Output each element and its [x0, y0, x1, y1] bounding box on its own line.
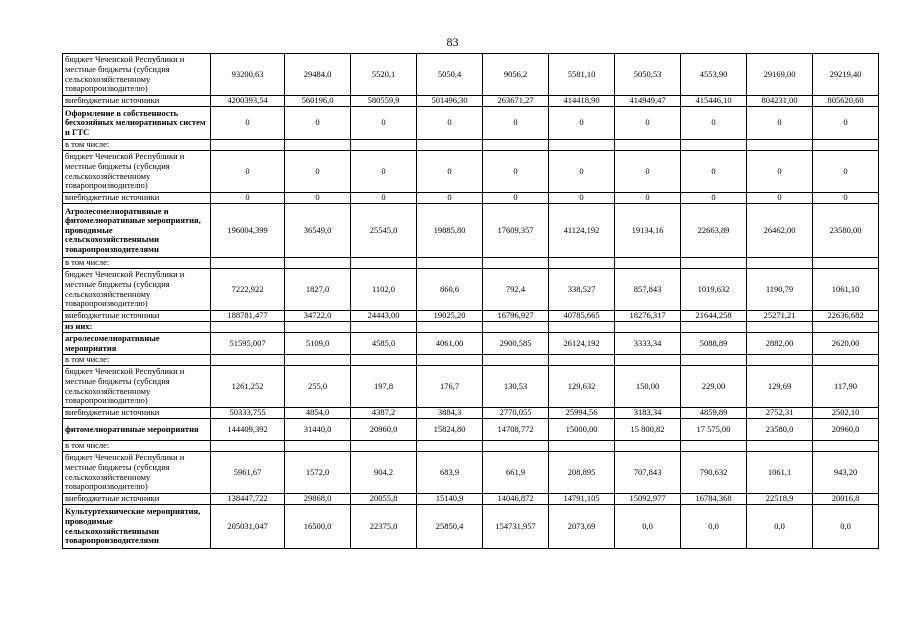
value-cell: 0	[747, 193, 813, 204]
value-cell: 0	[285, 107, 351, 140]
value-cell: 805620,60	[813, 96, 879, 107]
value-cell: 3884,3	[417, 408, 483, 419]
value-cell: 1102,0	[351, 269, 417, 311]
value-cell: 25545,0	[351, 204, 417, 258]
value-cell: 1061,10	[813, 269, 879, 311]
value-cell: 904,2	[351, 452, 417, 494]
value-cell	[211, 355, 285, 366]
value-cell	[615, 355, 681, 366]
value-cell: 860,6	[417, 269, 483, 311]
row-label: в том числе:	[63, 355, 211, 366]
row-label: Культуртехнические мероприятия, проводимые сельскохозяйственными товаропроизводителями	[63, 505, 211, 549]
value-cell: 0	[211, 151, 285, 193]
value-cell: 19885,80	[417, 204, 483, 258]
financing-table	[62, 53, 879, 549]
value-cell: 188781,477	[211, 311, 285, 322]
value-cell: 4061,00	[417, 333, 483, 355]
value-cell: 29169,00	[747, 54, 813, 96]
value-cell	[549, 322, 615, 333]
row-label: внебюджетные источники	[63, 193, 211, 204]
value-cell: 26124,192	[549, 333, 615, 355]
value-cell: 0	[483, 107, 549, 140]
row-label: в том числе:	[63, 441, 211, 452]
value-cell: 4387,2	[351, 408, 417, 419]
value-cell: 2073,69	[549, 505, 615, 549]
row-label: из них:	[63, 322, 211, 333]
value-cell	[483, 258, 549, 269]
value-cell: 22375,0	[351, 505, 417, 549]
value-cell: 5050,53	[615, 54, 681, 96]
value-cell: 22636,682	[813, 311, 879, 322]
value-cell: 1190,79	[747, 269, 813, 311]
value-cell: 943,20	[813, 452, 879, 494]
value-cell: 19134,16	[615, 204, 681, 258]
value-cell: 790,632	[681, 452, 747, 494]
table-row	[63, 441, 879, 452]
value-cell: 2752,31	[747, 408, 813, 419]
value-cell: 36549,0	[285, 204, 351, 258]
value-cell: 197,8	[351, 366, 417, 408]
value-cell: 14046,872	[483, 494, 549, 505]
value-cell: 0	[615, 193, 681, 204]
value-cell: 0	[351, 193, 417, 204]
value-cell: 4585,0	[351, 333, 417, 355]
value-cell	[747, 441, 813, 452]
row-label: агролесомелиоративные мероприятия	[63, 333, 211, 355]
value-cell: 208,895	[549, 452, 615, 494]
row-label: бюджет Чеченской Республики и местные бюджеты (субсидия сельскохозяйственному товаропроизводителю)	[63, 269, 211, 311]
value-cell: 0	[417, 151, 483, 193]
value-cell: 154731,957	[483, 505, 549, 549]
value-cell	[417, 355, 483, 366]
value-cell: 17 575,00	[681, 419, 747, 441]
value-cell: 0	[813, 193, 879, 204]
value-cell: 0	[549, 151, 615, 193]
table-row	[63, 258, 879, 269]
value-cell: 0	[681, 193, 747, 204]
value-cell	[483, 140, 549, 151]
value-cell: 2900,585	[483, 333, 549, 355]
value-cell: 414949,47	[615, 96, 681, 107]
value-cell: 2770,055	[483, 408, 549, 419]
value-cell: 129,632	[549, 366, 615, 408]
value-cell: 3183,34	[615, 408, 681, 419]
table-row	[63, 419, 879, 441]
value-cell	[211, 322, 285, 333]
page-number: 83	[446, 35, 459, 49]
value-cell: 34722,0	[285, 311, 351, 322]
value-cell: 415446,10	[681, 96, 747, 107]
value-cell: 255,0	[285, 366, 351, 408]
value-cell: 20960,0	[351, 419, 417, 441]
value-cell: 1827,0	[285, 269, 351, 311]
value-cell: 0	[813, 107, 879, 140]
value-cell	[615, 140, 681, 151]
value-cell: 804231,00	[747, 96, 813, 107]
value-cell: 23580,0	[747, 419, 813, 441]
value-cell: 0	[417, 107, 483, 140]
value-cell: 501496,30	[417, 96, 483, 107]
value-cell: 3333,34	[615, 333, 681, 355]
value-cell: 4200393,54	[211, 96, 285, 107]
value-cell: 129,69	[747, 366, 813, 408]
value-cell	[351, 322, 417, 333]
row-label: бюджет Чеченской Республики и местные бюджеты (субсидия сельскохозяйственному товаропроизводителю)	[63, 366, 211, 408]
value-cell: 93200,63	[211, 54, 285, 96]
value-cell	[549, 355, 615, 366]
value-cell: 14791,105	[549, 494, 615, 505]
value-cell: 792,4	[483, 269, 549, 311]
value-cell	[285, 322, 351, 333]
row-label: бюджет Чеченской Республики и местные бюджеты (субсидия сельскохозяйственному товаропроизводителю)	[63, 151, 211, 193]
value-cell: 130,53	[483, 366, 549, 408]
value-cell: 16784,368	[681, 494, 747, 505]
value-cell	[681, 355, 747, 366]
value-cell: 0	[813, 151, 879, 193]
value-cell: 117,90	[813, 366, 879, 408]
table-row	[63, 366, 879, 408]
value-cell: 2620,00	[813, 333, 879, 355]
value-cell	[813, 355, 879, 366]
value-cell	[549, 441, 615, 452]
value-cell	[417, 140, 483, 151]
value-cell	[417, 258, 483, 269]
value-cell: 580559,9	[351, 96, 417, 107]
value-cell: 0	[483, 193, 549, 204]
value-cell	[285, 258, 351, 269]
table-row	[63, 408, 879, 419]
value-cell	[813, 140, 879, 151]
row-label: внебюджетные источники	[63, 311, 211, 322]
value-cell: 0	[549, 107, 615, 140]
value-cell: 0,0	[615, 505, 681, 549]
value-cell	[681, 441, 747, 452]
value-cell	[417, 441, 483, 452]
value-cell	[483, 441, 549, 452]
value-cell	[285, 140, 351, 151]
value-cell	[549, 258, 615, 269]
value-cell: 1261,252	[211, 366, 285, 408]
value-cell: 22663,89	[681, 204, 747, 258]
value-cell	[211, 258, 285, 269]
value-cell: 1019,632	[681, 269, 747, 311]
value-cell: 560196,0	[285, 96, 351, 107]
value-cell	[681, 258, 747, 269]
value-cell: 5109,0	[285, 333, 351, 355]
value-cell: 0	[351, 107, 417, 140]
value-cell: 17609,357	[483, 204, 549, 258]
row-label: Агролесомелиоративные и фитомелиоративные мероприятия, проводимые сельскохозяйственными товаропроизводителями	[63, 204, 211, 258]
value-cell	[285, 355, 351, 366]
value-cell: 4854,0	[285, 408, 351, 419]
value-cell	[211, 441, 285, 452]
value-cell: 176,7	[417, 366, 483, 408]
value-cell: 23580,00	[813, 204, 879, 258]
table-row	[63, 452, 879, 494]
value-cell: 1572,0	[285, 452, 351, 494]
table-row	[63, 96, 879, 107]
value-cell: 196004,399	[211, 204, 285, 258]
value-cell: 16796,927	[483, 311, 549, 322]
value-cell	[681, 322, 747, 333]
value-cell: 0,0	[681, 505, 747, 549]
value-cell: 150,00	[615, 366, 681, 408]
value-cell: 5520,1	[351, 54, 417, 96]
value-cell: 144409,392	[211, 419, 285, 441]
value-cell: 0	[681, 151, 747, 193]
value-cell: 5050,4	[417, 54, 483, 96]
value-cell: 25850,4	[417, 505, 483, 549]
value-cell	[615, 258, 681, 269]
row-label: бюджет Чеченской Республики и местные бюджеты (субсидия сельскохозяйственному товаропроизводителю)	[63, 452, 211, 494]
value-cell: 661,9	[483, 452, 549, 494]
value-cell	[747, 140, 813, 151]
value-cell: 5581,10	[549, 54, 615, 96]
value-cell: 414418,90	[549, 96, 615, 107]
value-cell	[813, 441, 879, 452]
value-cell: 31440,0	[285, 419, 351, 441]
value-cell: 25271,21	[747, 311, 813, 322]
table-row	[63, 505, 879, 549]
value-cell: 14708,772	[483, 419, 549, 441]
value-cell: 20055,8	[351, 494, 417, 505]
value-cell: 205031,047	[211, 505, 285, 549]
row-label: в том числе:	[63, 258, 211, 269]
row-label: фитомелиоративные мероприятия	[63, 419, 211, 441]
value-cell: 19025,20	[417, 311, 483, 322]
row-label: Оформление в собственность бесхозяйных мелиоративных систем и ГТС	[63, 107, 211, 140]
value-cell	[747, 258, 813, 269]
value-cell	[351, 258, 417, 269]
value-cell: 15092,977	[615, 494, 681, 505]
value-cell: 18276,317	[615, 311, 681, 322]
value-cell: 0	[549, 193, 615, 204]
table-row	[63, 140, 879, 151]
value-cell: 263671,27	[483, 96, 549, 107]
value-cell: 0	[417, 193, 483, 204]
value-cell	[351, 355, 417, 366]
value-cell: 29484,0	[285, 54, 351, 96]
value-cell: 138447,722	[211, 494, 285, 505]
value-cell: 0,0	[747, 505, 813, 549]
value-cell: 21644,258	[681, 311, 747, 322]
value-cell: 1061,1	[747, 452, 813, 494]
value-cell: 15140,9	[417, 494, 483, 505]
value-cell: 707,843	[615, 452, 681, 494]
value-cell: 4859,89	[681, 408, 747, 419]
value-cell: 15 800,82	[615, 419, 681, 441]
value-cell: 0,0	[813, 505, 879, 549]
value-cell: 25994,56	[549, 408, 615, 419]
value-cell	[615, 322, 681, 333]
value-cell: 26462,00	[747, 204, 813, 258]
table-body	[63, 54, 879, 549]
table-row	[63, 107, 879, 140]
table-row	[63, 193, 879, 204]
value-cell: 2882,00	[747, 333, 813, 355]
value-cell: 20016,8	[813, 494, 879, 505]
value-cell: 16500,0	[285, 505, 351, 549]
table-row	[63, 54, 879, 96]
table-row	[63, 311, 879, 322]
value-cell: 4553,90	[681, 54, 747, 96]
table-row	[63, 151, 879, 193]
value-cell: 0	[351, 151, 417, 193]
value-cell	[285, 441, 351, 452]
table-row	[63, 333, 879, 355]
value-cell: 0	[615, 107, 681, 140]
value-cell: 7222,922	[211, 269, 285, 311]
value-cell: 0	[483, 151, 549, 193]
value-cell: 22518,9	[747, 494, 813, 505]
value-cell	[813, 322, 879, 333]
value-cell: 0	[747, 107, 813, 140]
value-cell: 15000,00	[549, 419, 615, 441]
value-cell	[813, 258, 879, 269]
value-cell	[615, 441, 681, 452]
value-cell	[681, 140, 747, 151]
value-cell: 15824,80	[417, 419, 483, 441]
value-cell: 857,843	[615, 269, 681, 311]
value-cell	[351, 140, 417, 151]
value-cell: 0	[285, 151, 351, 193]
value-cell: 0	[681, 107, 747, 140]
row-label: в том числе:	[63, 140, 211, 151]
value-cell: 5961,67	[211, 452, 285, 494]
value-cell: 20960,0	[813, 419, 879, 441]
value-cell: 2502,10	[813, 408, 879, 419]
value-cell: 338,527	[549, 269, 615, 311]
value-cell: 0	[615, 151, 681, 193]
row-label: внебюджетные источники	[63, 494, 211, 505]
value-cell	[483, 355, 549, 366]
table-row	[63, 494, 879, 505]
value-cell: 24443,00	[351, 311, 417, 322]
value-cell	[351, 441, 417, 452]
value-cell: 0	[211, 107, 285, 140]
value-cell: 41124,192	[549, 204, 615, 258]
value-cell	[747, 322, 813, 333]
value-cell: 0	[747, 151, 813, 193]
row-label: внебюджетные источники	[63, 408, 211, 419]
value-cell: 229,00	[681, 366, 747, 408]
value-cell: 0	[211, 193, 285, 204]
value-cell: 50333,755	[211, 408, 285, 419]
row-label: бюджет Чеченской Республики и местные бюджеты (субсидия сельскохозяйственному товаропроизводителю)	[63, 54, 211, 96]
value-cell	[747, 355, 813, 366]
table-row	[63, 322, 879, 333]
value-cell: 0	[285, 193, 351, 204]
value-cell: 51595,007	[211, 333, 285, 355]
value-cell: 40785,665	[549, 311, 615, 322]
table-row	[63, 204, 879, 258]
value-cell: 683,9	[417, 452, 483, 494]
value-cell: 9056,2	[483, 54, 549, 96]
value-cell: 29868,0	[285, 494, 351, 505]
table-row	[63, 269, 879, 311]
value-cell	[417, 322, 483, 333]
row-label: внебюджетные источники	[63, 96, 211, 107]
value-cell	[483, 322, 549, 333]
value-cell: 5088,89	[681, 333, 747, 355]
value-cell	[211, 140, 285, 151]
table-row	[63, 355, 879, 366]
value-cell: 29219,40	[813, 54, 879, 96]
value-cell	[549, 140, 615, 151]
